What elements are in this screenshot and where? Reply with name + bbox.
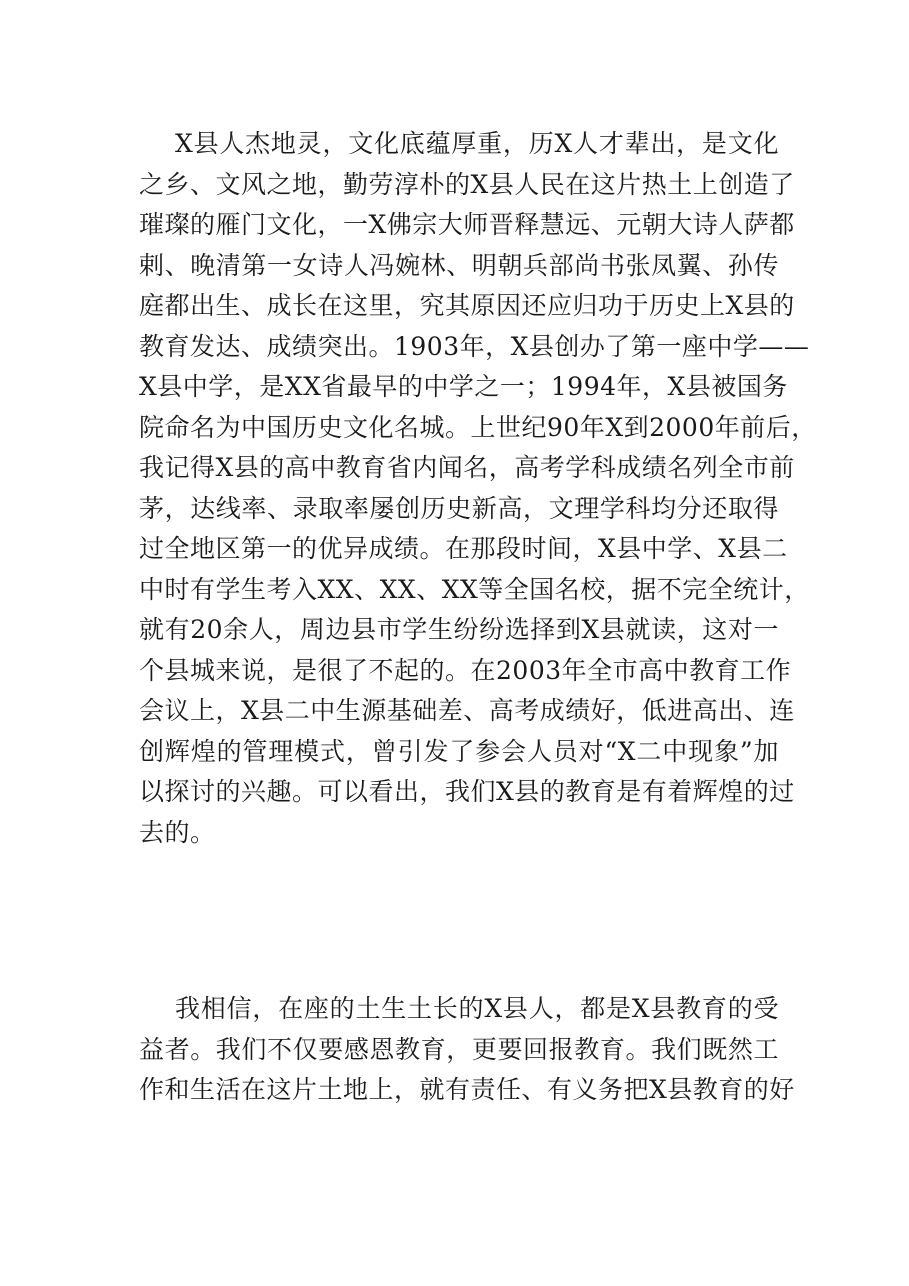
text-line: 过全地区第一的优异成绩。在那段时间，X县中学、X县二 (139, 534, 788, 563)
text-line: 去的。 (139, 817, 216, 847)
text-line: 中时有学生考入XX、XX、XX等全国名校，据不完全统计， (139, 574, 810, 604)
text-line: 我记得X县的高中教育省内闻名，高考学科成绩名列全市前 (139, 453, 795, 482)
text-line: 璀璨的雁门文化，一X佛宗大师晋释慧远、元朝大诗人萨都 (139, 210, 795, 239)
paragraph-2 (139, 989, 795, 1111)
text-line: 益者。我们不仅要感恩教育，更要回报教育。我们既然工 (139, 1034, 779, 1064)
text-line: 作和生活在这片土地上，就有责任、有义务把X县教育的好 (139, 1075, 795, 1104)
text-line: 会议上，X县二中生源基础差、高考成绩好，低进高出、连 (139, 696, 795, 725)
text-line: 我相信，在座的土生土长的X县人，都是X县教育的受 (175, 994, 779, 1023)
text-line: X县中学，是XX省最早的中学之一；1994年，X县被国务 (139, 372, 788, 401)
text-line: X县人杰地灵，文化底蕴厚重，历X人才辈出，是文化 (175, 129, 779, 158)
text-line: 就有20余人，周边县市学生纷纷选择到X县就读，这对一 (139, 615, 779, 644)
text-line: 教育发达、成绩突出。1903年，X县创办了第一座中学—— (139, 331, 810, 361)
text-line: 茅，达线率、录取率屡创历史新高，文理学科均分还取得 (139, 493, 779, 523)
text-line: 个县城来说，是很了不起的。在2003年全市高中教育工作 (139, 655, 792, 685)
paragraph-1 (139, 124, 817, 853)
text-line: 剌、晚清第一女诗人冯婉林、明朝兵部尚书张凤翼、孙传 (139, 250, 779, 280)
text-line: 庭都出生、成长在这里，究其原因还应归功于历史上X县的 (139, 291, 795, 320)
text-line: 创辉煌的管理模式，曾引发了参会人员对“X二中现象”加 (139, 736, 779, 766)
text-line: 之乡、文风之地，勤劳淳朴的X县人民在这片热土上创造了 (139, 169, 795, 199)
text-line: 院命名为中国历史文化名城。上世纪90年X到2000年前后， (139, 412, 817, 442)
text-line: 以探讨的兴趣。可以看出，我们X县的教育是有着辉煌的过 (139, 777, 795, 806)
